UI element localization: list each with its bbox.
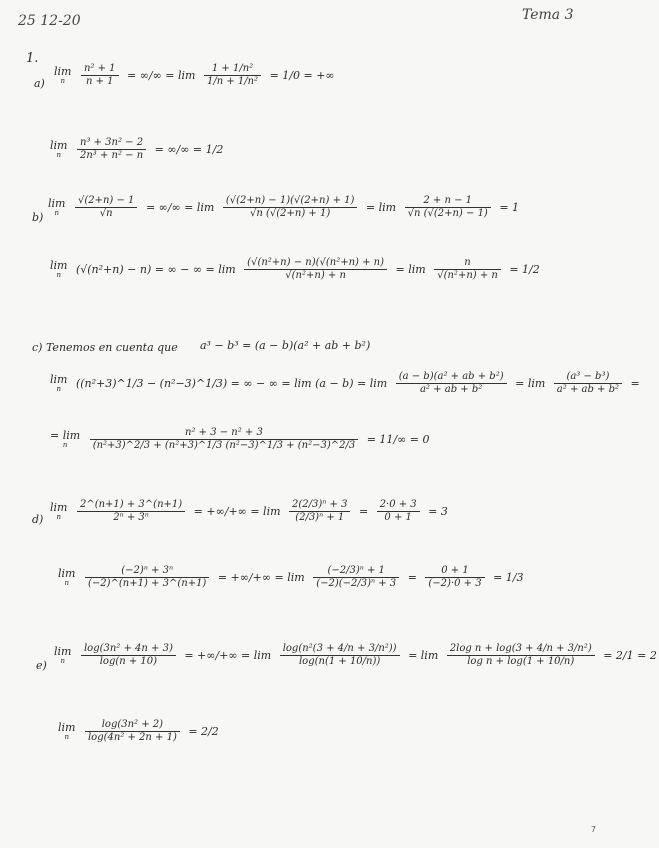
date-header: 25 12-20 [18, 13, 81, 29]
expr-b1 [48, 196, 521, 219]
result-text: = 1/0 = +∞ [269, 69, 335, 82]
result-text: = 3 [428, 505, 448, 518]
fraction: $\frac{\text{1 + 1/n²}}{\text{1/n + 1/n²}}$ [204, 64, 261, 87]
exercise-e-label: e) [36, 659, 47, 672]
equals-text: = ∞/∞ = lim [127, 69, 196, 82]
lim-operator: lim n [50, 139, 68, 159]
result-text: = 1/3 [493, 571, 524, 584]
result-text: = 1/2 [509, 263, 540, 276]
expr-b2 [50, 258, 542, 281]
result-text: = ∞/∞ = 1/2 [154, 143, 224, 156]
page-number: 7 [590, 825, 596, 834]
expr-d2 [58, 566, 526, 589]
fraction: $\frac{(√(2+n) - 1)(√(2+n) + 1)}{√n (√(2+n) + 1)}$ [223, 196, 358, 219]
fraction: $\frac{\text{(−2)ⁿ + 3ⁿ}}{(-2)\^{}(n+1) + 3\^{}(n+1)}$ [85, 566, 209, 589]
expr-c2 [50, 428, 432, 451]
fraction: $\frac{\text{(a − b)(a² + ab + b²)}}{\text{a² + ab + b²}}$ [396, 372, 507, 395]
expr-a2 [50, 138, 225, 161]
fraction: $\frac{0 + 1}{(-2)\cdot 0 + 3}$ [425, 566, 484, 589]
equals-text: = [358, 505, 369, 518]
equals-text: = ∞/∞ = lim [145, 201, 215, 214]
equals-text: = lim [395, 263, 426, 276]
expr-c1 [50, 372, 642, 395]
lim-operator: lim n [58, 567, 76, 587]
fraction: $\frac{\text{log(3n² + 4n + 3)}}{\log(n + 10)}$ [81, 644, 176, 667]
fraction: $\frac{\text{(a³ − b³)}}{\text{a² + ab + b²}}$ [554, 372, 622, 395]
result-text: = 1 [499, 201, 520, 214]
fraction: $\frac{\text{n³ + 3n² − 2}}{\text{2n³ + n² − n}}$ [77, 138, 146, 161]
fraction: $\frac{√(2+n) - 1}{√n}$ [75, 196, 137, 219]
fraction: $\frac{n}{\text{√(n²+n) + n}}$ [434, 258, 501, 281]
lim-operator: lim n [50, 501, 68, 521]
topic-header: Tema 3 [522, 7, 574, 23]
equals-text: = +∞/+∞ = lim [193, 505, 281, 518]
result-text: = 11/∞ = 0 [366, 433, 430, 446]
fraction: $\frac{\text{log(3n² + 2)}}{\text{log(4n² + 2n + 1)}}$ [85, 720, 180, 743]
lim-operator: = lim n [50, 429, 81, 449]
lim-operator: lim n [48, 197, 66, 217]
fraction: $\frac{2\^{}(n+1) + 3\^{}(n+1)}{\text{2ⁿ + 3ⁿ}}$ [77, 500, 185, 523]
equals-text: = lim [408, 649, 439, 662]
exercise-d-label: d) [32, 513, 44, 526]
equals-text: = +∞/+∞ = lim [184, 649, 272, 662]
expr-d1 [50, 500, 450, 523]
section-1-label: 1. [26, 51, 39, 66]
equals-text: = +∞/+∞ = lim [217, 571, 305, 584]
expr-e1 [54, 644, 659, 667]
lim-operator: lim n [50, 259, 68, 279]
fraction: $\frac{\text{n² + 3 − n² + 3}}{\text{(n²+3)\textasciicircum{}2/3 + (n²+3)\textasciicircum{}1/3 (n²−3)\textasciicircum{}1/3 + (n²−3)\textasciicircum{}2/3}}$ [90, 428, 359, 451]
lim-operator: lim n [54, 645, 72, 665]
identity-c: a³ − b³ = (a − b)(a² + ab + b²) [200, 339, 371, 352]
fraction: $\frac{2\cdot 0 + 3}{0 + 1}$ [377, 500, 420, 523]
fraction: $\frac{\text{2log n + log(3 + 4/n + 3/n²)}}{\text{log n + log(1 + 10/n)}}$ [447, 644, 595, 667]
equals-text: = [630, 377, 640, 390]
lim-operator: lim n [58, 721, 76, 741]
exercise-a-label: a) [34, 77, 45, 90]
equals-text: = lim [365, 201, 397, 214]
fraction: $\frac{\text{(√(n²+n) − n)(√(n²+n) + n)}}{\text{√(n²+n) + n}}$ [244, 258, 387, 281]
equals-text: = lim [515, 377, 546, 390]
fraction: $\frac{\text{log(n²(3 + 4/n + 3/n²))}}{\log(n(1 + 10/n))}$ [280, 644, 400, 667]
equals-text: = [407, 571, 417, 584]
expr-a1 [54, 64, 337, 87]
exercise-b-label: b) [32, 211, 44, 224]
expression-text: (√(n²+n) − n) = ∞ − ∞ = lim [75, 263, 236, 276]
expression-text: ((n²+3)^1/3 − (n²−3)^1/3) = ∞ − ∞ = lim (a − b) = lim [75, 377, 388, 390]
fraction: $\frac{2 + n - 1}{√n (√(2+n) - 1)}$ [405, 196, 491, 219]
exercise-c-label: c) Tenemos en cuenta que [32, 341, 178, 354]
result-text: = 2/1 = 2 [603, 649, 657, 662]
result-text: = 2/2 [188, 725, 219, 738]
lim-operator: lim n [54, 65, 72, 85]
fraction: $\frac{\text{(−2/3)ⁿ + 1}}{\text{(−2)(−2/3)ⁿ + 3}}$ [313, 566, 399, 589]
expr-e2 [58, 720, 221, 743]
lim-operator: lim n [50, 373, 68, 393]
fraction: $\frac{\text{n² + 1}}{n + 1}$ [81, 64, 119, 87]
fraction: $\frac{\text{2(2/3)ⁿ + 3}}{\text{(2/3)ⁿ + 1}}$ [289, 500, 350, 523]
